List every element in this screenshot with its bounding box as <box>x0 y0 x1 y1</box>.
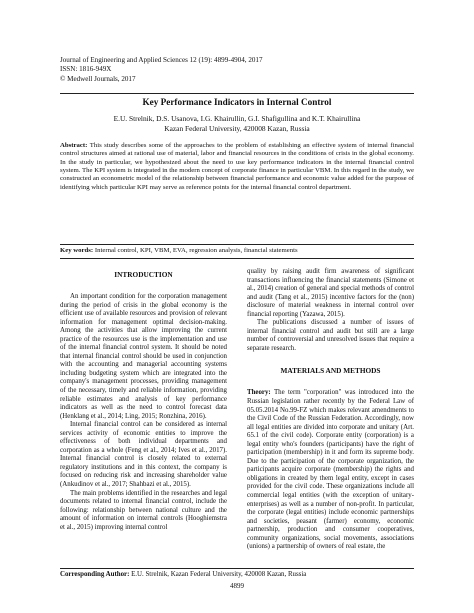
keywords-rule <box>60 258 414 259</box>
author-list: E.U. Strelnik, D.S. Usanova, I.G. Khairullin, G.I. Shafigullina and K.T. Khairullina <box>113 114 361 123</box>
right-column <box>247 268 414 552</box>
corresponding-author-label: Corresponding Author: <box>60 571 130 578</box>
page-number: 4899 <box>230 582 244 590</box>
abstract-label: Abstract: <box>60 142 88 149</box>
methods-heading: MATERIALS AND METHODS <box>280 366 381 376</box>
left-column <box>60 268 227 532</box>
abstract <box>60 142 414 192</box>
copyright: © Medwell Journals, 2017 <box>60 74 136 83</box>
footer-rule <box>60 568 414 569</box>
intro-paragraph-4: The publications discussed a number of issues of internal financial control and audit but still are a large number of controversial and unresolved issues that require a separate research. <box>247 319 414 352</box>
theory-paragraph <box>247 389 414 551</box>
affiliation: Kazan Federal University, 420008 Kazan, Russia <box>164 124 310 133</box>
intro-paragraph-3-continued: quality by raising audit firm awareness of significant transactions influencing the financial statements (Simone et al., 2014) creation of general and special methods of control and audit (Tang et al., 2015) incentive factors for the (non) disclosure of material weakness in internal control over financial reporting (Yazawa, 2015). <box>247 268 414 318</box>
abstract-rule <box>60 244 414 245</box>
corresponding-author-text: E.U. Strelnik, Kazan Federal University, 420008 Kazan, Russia <box>129 571 307 578</box>
theory-label: Theory: <box>247 389 271 397</box>
intro-paragraph-3: The main problems identified in the researches and legal documents related to internal financial control, include the following: relationship between national culture and the amount of information on internal controls (Hooghiemstra et al., 2015) improving internal control <box>60 489 227 531</box>
journal-header <box>60 56 420 84</box>
intro-paragraph-2: Internal financial control can be considered as internal services activity of economic entities to improve the effectiveness of both individual departments and corporation as a whole (Feng et al., 2014; Ives et al., 2017). Internal financial control is closely related to external regulatory institutions and in this context, the company is focused on reducing risk and increasing shareholder value (Ankudinov et al., 2017; Shahbazi et al., 2015). <box>60 421 227 489</box>
corresponding-author <box>60 571 420 580</box>
issn: ISSN: 1816-949X <box>60 65 112 74</box>
theory-text: The term "corporation" was introduced into the Russian legislation rather recently by the Federal Law of 05.05.2014 No.99-FZ which makes relevant amendments to the Civil Code of the Russian Federation. Accordingly, now all legal entities are divided into corporate and unitary (Art. 65.1 of the civil code). Corporate entity (corporation) is a legal entity who's founders (participants) have the right of participation (membership) in it and form its supreme body. Due to the participation of the corporate organization, the participants acquire corporate (membership) the rights and obligations in created by them legal entity, except in cases provided for the civil code. These organizations include all commercial legal entities (with the exception of unitary-enterprises) as well as a number of non-profit. In particular, the corporate (legal entities) include economic partnerships and societies, peasant (farmer) economy, economic partnership, production and consumer cooperatives, community organizations, social movements, associations (unions) a partnership of owners of real estate, the <box>247 389 414 551</box>
paper-title: Key Performance Indicators in Internal Control <box>142 97 332 107</box>
abstract-text: This study describes some of the approaches to the problem of establishing an effective system of internal financial control structures aimed at rational use of material, labor and financial resources in the conditions of crisis in the global economy. In the study in particular, we hypothesized about the need to use key performance indicators in the internal financial control system. The KPI system is integrated in the modern concept of corporate finance in particular VBM. In this regard in the study, we constructed an econometric model of the relationship between financial performance and economic value added for the purpose of identifying which particular KPI may serve as reference points for the internal financial control department. <box>60 142 414 191</box>
keywords-text: Internal control, KPI, VBM, EVA, regression analysis, financial statements <box>93 247 298 254</box>
keywords-label: Key words: <box>60 247 94 254</box>
keywords <box>60 247 414 256</box>
journal-citation: Journal of Engineering and Applied Sciences 12 (19): 4899-4904, 2017 <box>60 56 263 64</box>
introduction-heading: INTRODUCTION <box>114 270 173 279</box>
intro-paragraph-1: An important condition for the corporation management during the period of crisis in the global economy is the efficient use of available resources and provision of relevant information for management optimal decision-making. Among the activities that allow improving the current practice of the resources use is the implementation and use of the internal financial control system. It should be noted that internal financial control should be used in conjunction with the accounting and managerial accounting systems including budgeting system which are integrated into the company's management processes, providing management of the necessary, timely and reliable information, providing reliable estimates and analysis of key performance indicators as well as the need to control forecast data (Henklang et al., 2014; Ling, 2015; Ronzhina, 2016). <box>60 293 227 420</box>
header-rule <box>60 93 414 94</box>
